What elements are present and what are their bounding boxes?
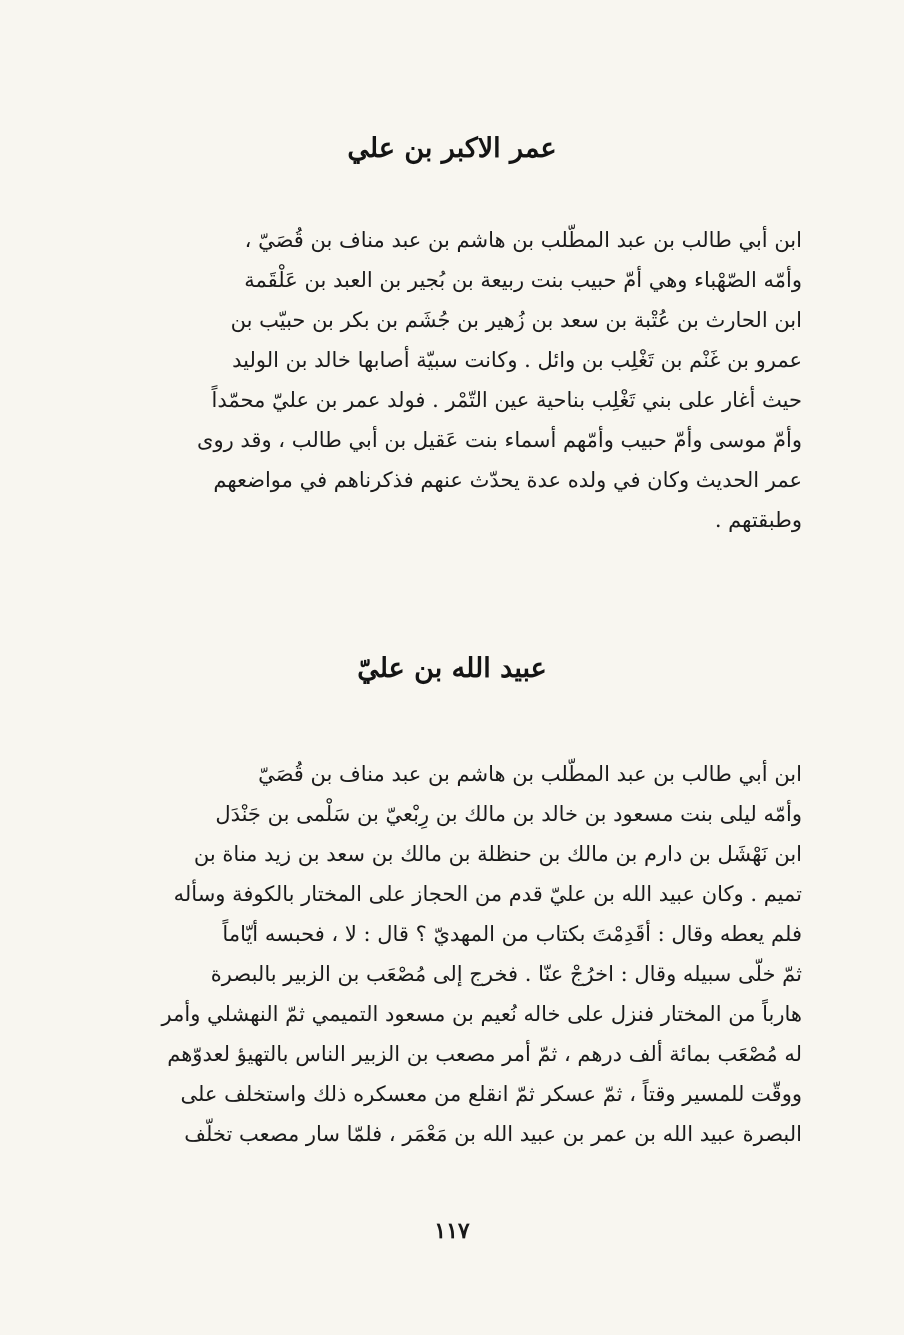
text-line: هارباً من المختار فنزل على خاله نُعيم بن مسعود التميمي ثمّ النهشلي وأمر xyxy=(161,1002,802,1026)
text-line: عمرو بن غَنْم بن تَغْلِب بن وائل . وكانت سبيّة أصابها خالد بن الوليد xyxy=(232,348,802,372)
text-line: وأمّه ليلى بنت مسعود بن خالد بن مالك بن رِبْعيّ بن سَلْمى بن جَنْدَل xyxy=(215,802,802,826)
section-title-ubaydullah: عبيد الله بن عليّ xyxy=(357,653,547,684)
section-title-omar: عمر الاكبر بن علي xyxy=(347,133,557,164)
text-line: ووقّت للمسير وقتاً ، ثمّ عسكر ثمّ انقلع من معسكره ذلك واستخلف على xyxy=(180,1082,802,1106)
page-number: ١١٧ xyxy=(434,1218,470,1244)
text-line: ثمّ خلّى سبيله وقال : اخرُجْ عنّا . فخرج إلى مُصْعَب بن الزبير بالبصرة xyxy=(210,962,802,986)
text-line: ابن أبي طالب بن عبد المطّلب بن هاشم بن عبد مناف بن قُصَيّ ، xyxy=(244,228,802,252)
text-line: ابن الحارث بن عُتْبة بن سعد بن زُهير بن جُشَم بن بكر بن حبيّب بن xyxy=(230,308,802,332)
text-line: له مُصْعَب بمائة ألف درهم ، ثمّ أمر مصعب بن الزبير الناس بالتهيؤ لعدوّهم xyxy=(167,1042,802,1066)
text-line: وأمّه الصّهْباء وهي أمّ حبيب بنت ربيعة بن بُجير بن العبد بن عَلْقَمة xyxy=(244,268,802,292)
text-line: وأمّ موسى وأمّ حبيب وأمّهم أسماء بنت عَقيل بن أبي طالب ، وقد روى xyxy=(197,428,802,452)
text-line: وطبقتهم . xyxy=(714,508,802,532)
section-body-ubaydullah xyxy=(102,754,802,1154)
text-line: حيث أغار على بني تَغْلِب بناحية عين التّمْر . فولد عمر بن عليّ محمّداً xyxy=(211,388,802,412)
section-body-omar xyxy=(102,220,802,540)
text-line: ابن نَهْشَل بن دارم بن مالك بن حنظلة بن مالك بن سعد بن زيد مناة بن xyxy=(193,842,802,866)
text-line: ابن أبي طالب بن عبد المطّلب بن هاشم بن عبد مناف بن قُصَيّ xyxy=(258,762,802,786)
text-line: فلم يعطه وقال : أقَدِمْتَ بكتاب من المهديّ ؟ قال : لا ، فحبسه أيّاماً xyxy=(222,922,802,946)
text-line: تميم . وكان عبيد الله بن عليّ قدم من الحجاز على المختار بالكوفة وسأله xyxy=(173,882,802,906)
text-line: البصرة عبيد الله بن عمر بن عبيد الله بن مَعْمَر ، فلمّا سار مصعب تخلّف xyxy=(184,1122,802,1146)
text-line: عمر الحديث وكان في ولده عدة يحدّث عنهم فذكرناهم في مواضعهم xyxy=(213,468,802,492)
